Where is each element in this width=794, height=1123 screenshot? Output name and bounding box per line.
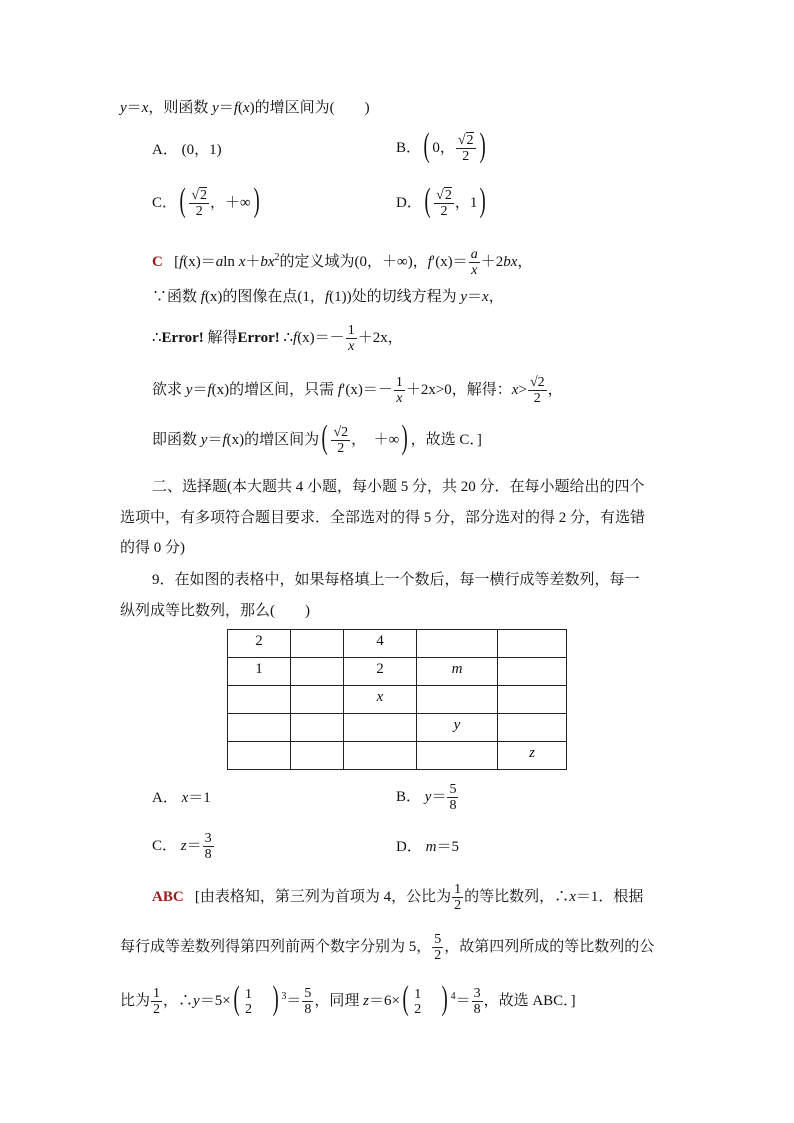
q8-option-b: B．( 0， $\frac{√2}{2}$ ) — [396, 126, 486, 165]
section2-line-2: 选项中，有多项符合题目要求．全部选对的得 5 分，部分选对的得 2 分，有选错 — [120, 510, 646, 526]
grid-cell — [498, 686, 567, 714]
grid-cell — [291, 714, 344, 742]
q8-answer-line-4: 欲求 y＝f(x)的增区间，只需 f′(x)＝－ $\frac{1}{x}$ ＋2x>0，解得：x> $\frac{√2}{2}$ ， — [152, 375, 563, 407]
q9-option-d: D． m＝5 — [396, 839, 459, 855]
q9-number-grid — [227, 629, 567, 770]
grid-cell — [344, 714, 417, 742]
q9-answer-letter: ABC — [152, 889, 184, 905]
grid-cell: 2 — [344, 658, 417, 686]
table-row — [228, 686, 567, 714]
grid-cell: y — [417, 714, 498, 742]
grid-cell — [344, 742, 417, 770]
q8-answer-line-2: ∵函数 f(x)的图像在点(1，f(1))处的切线方程为 y＝x， — [152, 289, 504, 305]
table-row — [228, 658, 567, 686]
grid-cell: m — [417, 658, 498, 686]
q8-answer-letter: C — [152, 254, 163, 270]
grid-cell — [291, 658, 344, 686]
q9-stem-line-1: 9．在如图的表格中，如果每格填上一个数后，每一横行成等差数列，每一 — [152, 572, 640, 588]
q9-option-c: C． z＝ $\frac{3}{8}$ — [152, 831, 212, 863]
section2-line-1: 二、选择题(本大题共 4 小题，每小题 5 分，共 20 分．在每小题给出的四个 — [152, 479, 645, 495]
table-row — [228, 742, 567, 770]
grid-cell: 4 — [344, 630, 417, 658]
grid-cell: x — [344, 686, 417, 714]
grid-cell: z — [498, 742, 567, 770]
grid-cell — [291, 686, 344, 714]
q8-answer-line-5: 即函数 y＝f(x)的增区间为( $\frac{√2}{2}$ ， ＋∞) ，故选 C．] — [152, 418, 482, 457]
grid-cell — [417, 742, 498, 770]
q8-answer-line-3: ∴Error! 解得Error! ∴f(x)＝－ $\frac{1}{x}$ ＋2x， — [152, 323, 403, 355]
grid-cell: 1 — [228, 658, 291, 686]
grid-cell — [291, 742, 344, 770]
q8-answer-line-1: C [f(x)＝aln $x+bx^2$的定义域为(0，＋∞)，f′(x)＝ $\frac{a}{x}$ ＋2bx， — [152, 247, 533, 279]
q9-answer-line-3: 比为 $\frac{1}{2}$ ，∴y＝5×( 1 2 ) $^3$＝ $\frac{5}{8}$ ，同理 z＝6×( 1 2 ) $^4$＝ $\frac{3}{8}$ ，故选 ABC．] — [120, 979, 576, 1018]
q8-option-c: C．( $\frac{√2}{2}$ ，＋∞) — [152, 181, 260, 220]
q9-option-b: B． y＝ $\frac{5}{8}$ — [396, 782, 457, 814]
grid-cell — [417, 630, 498, 658]
grid-cell — [498, 630, 567, 658]
q9-option-a: A． x＝1 — [152, 790, 211, 806]
q8-option-a: A． (0，1) — [152, 142, 222, 158]
grid-cell — [228, 686, 291, 714]
grid-cell — [417, 686, 498, 714]
q8-option-d: D．( $\frac{√2}{2}$ ，1) — [396, 181, 487, 220]
table-row — [228, 630, 567, 658]
grid-cell — [498, 714, 567, 742]
q8-stem-tail: y＝x，则函数 y＝f(x)的增区间为( ) — [120, 100, 370, 116]
grid-cell — [228, 742, 291, 770]
grid-cell — [291, 630, 344, 658]
grid-cell: 2 — [228, 630, 291, 658]
grid-cell — [228, 714, 291, 742]
section2-line-3: 的得 0 分) — [120, 540, 185, 556]
table-row — [228, 714, 567, 742]
q9-stem-line-2: 纵列成等比数列，那么( ) — [120, 603, 310, 619]
q9-answer-line-1: ABC [由表格知，第三列为首项为 4，公比为 $\frac{1}{2}$ 的等比数列，∴x＝1．根据 — [152, 882, 644, 914]
q9-answer-line-2: 每行成等差数列得第四列前两个数字分别为 5， $\frac{5}{2}$ ，故第四列所成的等比数列的公 — [120, 932, 655, 964]
grid-cell — [498, 658, 567, 686]
